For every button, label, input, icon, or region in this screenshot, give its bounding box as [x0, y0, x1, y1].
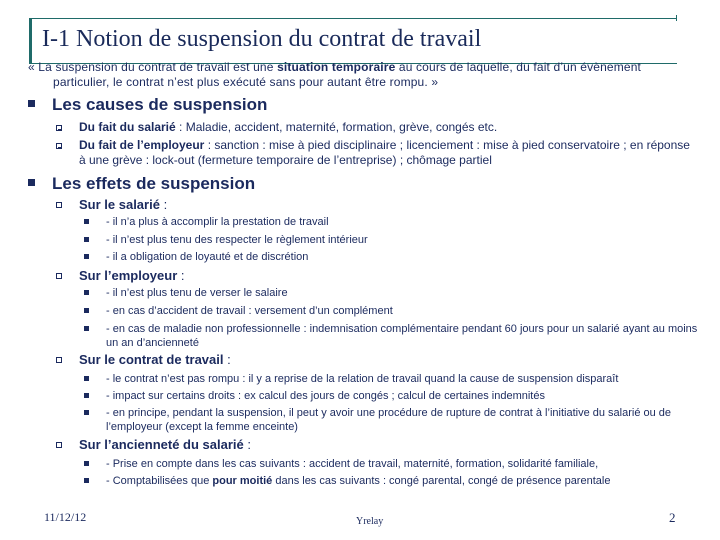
effet-anciennete-heading: [56, 437, 251, 452]
intro-text-1a: « La suspension du contrat de travail est une: [28, 60, 278, 74]
intro-text-1c: au cours de laquelle, du fait d’un évènement: [395, 60, 641, 74]
checkbox-bullet-icon: [56, 442, 62, 448]
list-item-text: - en cas d’accident de travail : versement d’un complément: [106, 305, 393, 317]
intro-text-2: particulier, le contrat n’est plus exécuté sans pour autant être rompu. »: [53, 75, 439, 89]
list-item-text: - Prise en compte dans les cas suivants : accident de travail, maternité, formation, solidarité familiale,: [106, 458, 599, 470]
square-bullet-icon: [28, 179, 35, 186]
footer-date: 11/12/12: [44, 510, 87, 524]
page-number: 2: [669, 510, 676, 525]
list-item-text: - il n’a plus à accomplir la prestation de travail: [106, 216, 329, 228]
list-item: [84, 322, 704, 350]
effet-salarie-label: Sur le salarié: [79, 197, 160, 212]
square-bullet-icon: [84, 478, 89, 483]
title-frame-left: [29, 18, 32, 64]
list-item-text-a: - Comptabilisées que: [106, 475, 213, 487]
list-item: [84, 457, 704, 471]
square-bullet-icon: [84, 219, 89, 224]
effet-contrat-label: Sur le contrat de travail: [79, 352, 224, 367]
effet-salarie-heading: [56, 197, 167, 212]
list-item-text-b: pour moitié: [212, 475, 273, 487]
title-frame-top: [29, 18, 677, 19]
effet-employeur-label: Sur l’employeur: [79, 268, 178, 283]
effet-contrat-suffix: :: [223, 352, 231, 367]
slide-title: I-1 Notion de suspension du contrat de travail: [42, 26, 482, 52]
square-bullet-icon: [84, 326, 89, 331]
square-bullet-icon: [84, 376, 89, 381]
list-item-text: - il n’est plus tenu des respecter le règlement intérieur: [106, 234, 368, 246]
square-bullet-icon: [84, 461, 89, 466]
list-item-text: - impact sur certains droits : ex calcul des jours de congés ; calcul de certaines indemnités: [106, 390, 545, 402]
checkbox-bullet-icon: [56, 143, 62, 149]
list-item-text: - le contrat n’est pas rompu : il y a reprise de la relation de travail quand la cause de suspension disparaît: [106, 373, 619, 385]
cause-employeur-label: Du fait de l’employeur: [79, 138, 205, 152]
title-frame-right: [676, 15, 677, 21]
checkbox-bullet-icon: [56, 202, 62, 208]
cause-salarie-text: : Maladie, accident, maternité, formation, grève, congés etc.: [175, 120, 498, 134]
list-item: [84, 304, 704, 318]
list-item-text: - il a obligation de loyauté et de discrétion: [106, 251, 309, 263]
square-bullet-icon: [84, 410, 89, 415]
list-item-text: - en principe, pendant la suspension, il peut y avoir une procédure de rupture de contrat à l’initiative du salarié ou de l’employeur (except la femme enceinte): [106, 407, 672, 433]
square-bullet-icon: [84, 308, 89, 313]
square-bullet-icon: [84, 290, 89, 295]
cause-employeur: [56, 138, 696, 168]
effet-employeur-suffix: :: [177, 268, 185, 283]
intro-text-1b: situation temporaire: [277, 60, 396, 74]
footer-author: Yrelay: [356, 516, 384, 527]
causes-heading: [28, 95, 267, 115]
list-item: [84, 286, 704, 300]
list-item-text-c: dans les cas suivants : congé parental, congé de présence parentale: [272, 475, 611, 487]
effets-heading-text: Les effets de suspension: [52, 174, 256, 193]
list-item-text: - il n’est plus tenu de verser le salaire: [106, 287, 288, 299]
list-item: [84, 250, 704, 264]
effets-heading: [28, 174, 255, 194]
list-item: [84, 372, 704, 386]
effet-anciennete-label: Sur l’ancienneté du salarié: [79, 437, 244, 452]
cause-employeur-text: : sanction : mise à pied disciplinaire ; licenciement : mise à pied conservatoire ; en réponse à une grève : lock-out (fermeture temporaire de l’entreprise) ; chômage partiel: [79, 138, 690, 167]
cause-salarie-label: Du fait du salarié: [79, 120, 176, 134]
checkbox-bullet-icon: [56, 273, 62, 279]
square-bullet-icon: [28, 100, 35, 107]
list-item: [84, 215, 704, 229]
causes-heading-text: Les causes de suspension: [52, 95, 268, 114]
checkbox-bullet-icon: [56, 357, 62, 363]
cause-salarie: [56, 120, 696, 135]
square-bullet-icon: [84, 254, 89, 259]
square-bullet-icon: [84, 237, 89, 242]
list-item: [84, 474, 704, 488]
effet-anciennete-suffix: :: [243, 437, 251, 452]
list-item: [84, 406, 704, 434]
effet-contrat-heading: [56, 352, 231, 367]
square-bullet-icon: [84, 393, 89, 398]
list-item: [84, 389, 704, 403]
list-item-text: - en cas de maladie non professionnelle : indemnisation complémentaire pendant 60 jours pour un salarié ayant au moins un an d’ancienneté: [106, 323, 698, 349]
list-item: [84, 233, 704, 247]
effet-employeur-heading: [56, 268, 184, 283]
effet-salarie-suffix: :: [159, 197, 168, 212]
checkbox-bullet-icon: [56, 125, 62, 131]
intro-quote: [28, 60, 698, 90]
